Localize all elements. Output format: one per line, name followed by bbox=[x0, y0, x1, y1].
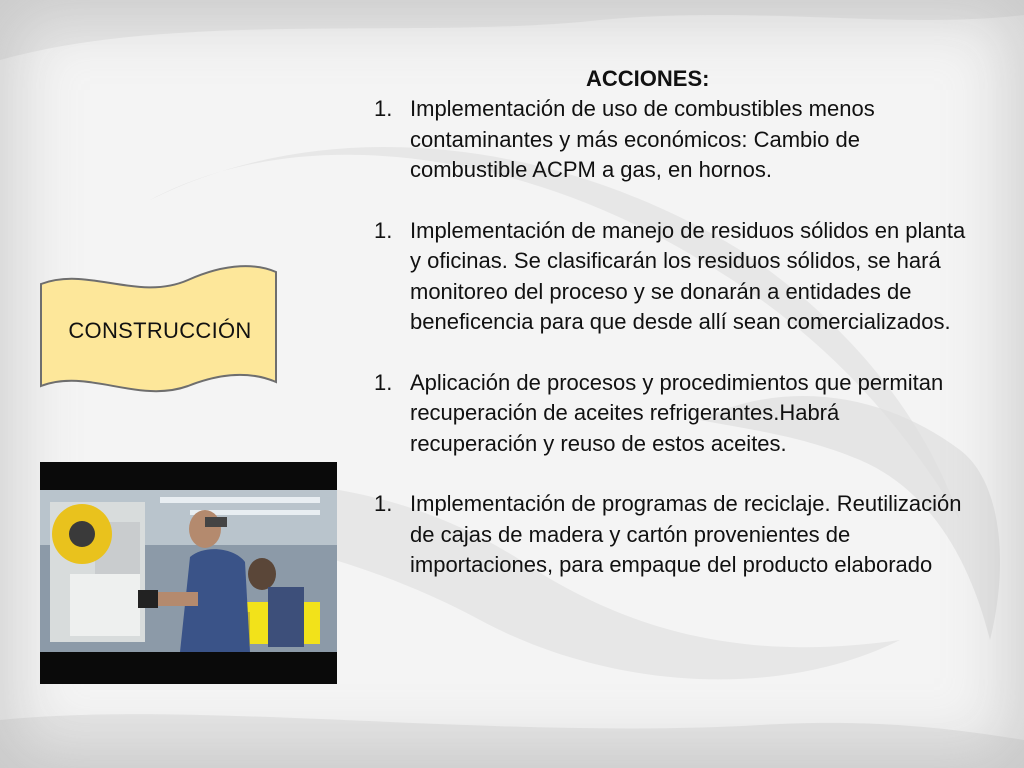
actions-heading: ACCIONES: bbox=[586, 66, 710, 91]
actions-panel bbox=[370, 64, 970, 611]
list-item-text: Implementación de uso de combustibles menos contaminantes y más económicos: Cambio de combustible ACPM a gas, en hornos. bbox=[410, 96, 875, 182]
list-item-text: Implementación de programas de reciclaje. Reutilización de cajas de madera y cartón provenientes de importaciones, para empaque del producto elaborado bbox=[410, 491, 962, 577]
list-item bbox=[370, 489, 970, 581]
list-item-number: 1. bbox=[374, 96, 393, 121]
factory-photo-illustration bbox=[40, 462, 337, 684]
banner-label: CONSTRUCCIÓN bbox=[68, 318, 252, 343]
list-item bbox=[370, 216, 970, 338]
list-item-text: Aplicación de procesos y procedimientos que permitan recuperación de aceites refrigerantes.Habrá recuperación y reuso de estos aceites. bbox=[410, 369, 944, 456]
list-item bbox=[370, 94, 970, 186]
list-item bbox=[370, 368, 970, 460]
factory-workers-photo bbox=[40, 462, 337, 684]
list-item-number: 1. bbox=[374, 369, 393, 395]
list-item-text: Implementación de manejo de residuos sólidos en planta y oficinas. Se clasificarán los residuos sólidos, se hará monitoreo del proceso y se donarán a entidades de beneficencia para que desde allí sean comercializados. bbox=[410, 217, 966, 334]
list-item-number: 1. bbox=[374, 217, 393, 243]
list-item-number: 1. bbox=[374, 491, 393, 516]
section-banner bbox=[38, 262, 280, 402]
actions-list bbox=[370, 94, 970, 581]
